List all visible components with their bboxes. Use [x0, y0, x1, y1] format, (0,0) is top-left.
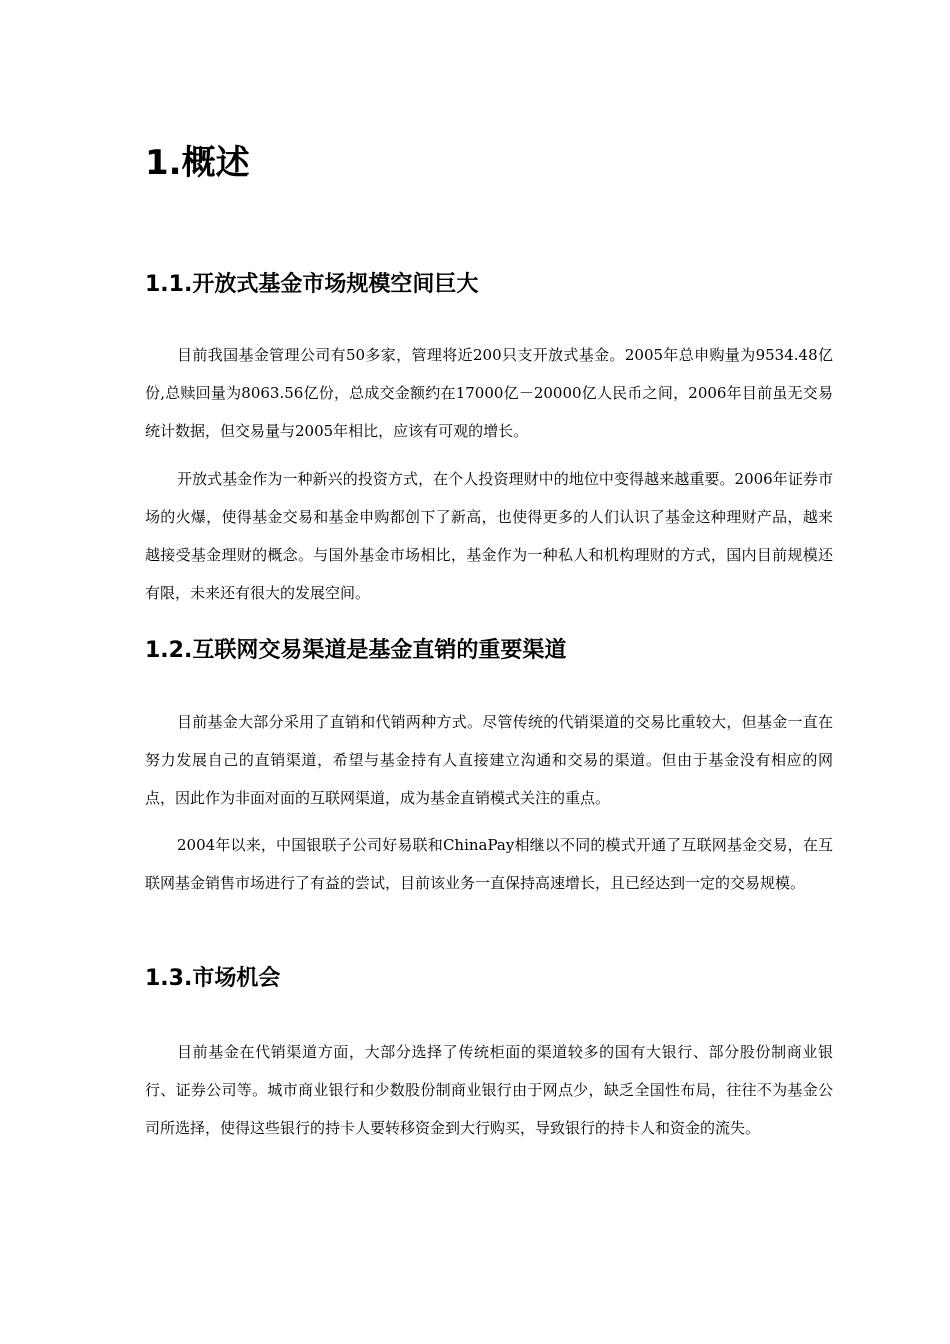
- paragraph-1-1-a: 目前我国基金管理公司有50多家，管理将近200只支开放式基金。2005年总申购量为9534.48亿份,总赎回量为8063.56亿份，总成交金额约在17000亿－20000亿人民币之间，2006年目前虽无交易统计数据，但交易量与2005年相比，应该有可观的增长。: [145, 346, 833, 440]
- chapter-heading: 1.概述: [145, 143, 250, 183]
- paragraph-1-1-b: 开放式基金作为一种新兴的投资方式，在个人投资理财中的地位中变得越来越重要。2006年证券市场的火爆，使得基金交易和基金申购都创下了新高，也使得更多的人们认识了基金这种理财产品，越来越接受基金理财的概念。与国外基金市场相比，基金作为一种私人和机构理财的方式，国内目前规模还有限，未来还有很大的发展空间。: [145, 470, 833, 602]
- paragraph-1-3-a: 目前基金在代销渠道方面，大部分选择了传统柜面的渠道较多的国有大银行、部分股份制商业银行、证券公司等。城市商业银行和少数股份制商业银行由于网点少，缺乏全国性布局，往往不为基金公司所选择，使得这些银行的持卡人要转移资金到大行购买，导致银行的持卡人和资金的流失。: [145, 1043, 833, 1137]
- paragraph-1-2-b: 2004年以来，中国银联子公司好易联和ChinaPay相继以不同的模式开通了互联网基金交易，在互联网基金销售市场进行了有益的尝试，目前该业务一直保持高速增长，且已经达到一定的交易规模。: [145, 836, 833, 892]
- paragraph-1-2-a: 目前基金大部分采用了直销和代销两种方式。尽管传统的代销渠道的交易比重较大，但基金一直在努力发展自己的直销渠道，希望与基金持有人直接建立沟通和交易的渠道。但由于基金没有相应的网点，因此作为非面对面的互联网渠道，成为基金直销模式关注的重点。: [145, 713, 833, 807]
- section-heading-1-3: 1.3.市场机会: [145, 966, 281, 991]
- section-heading-1-1: 1.1.开放式基金市场规模空间巨大: [145, 272, 479, 297]
- section-heading-1-2: 1.2.互联网交易渠道是基金直销的重要渠道: [145, 638, 567, 663]
